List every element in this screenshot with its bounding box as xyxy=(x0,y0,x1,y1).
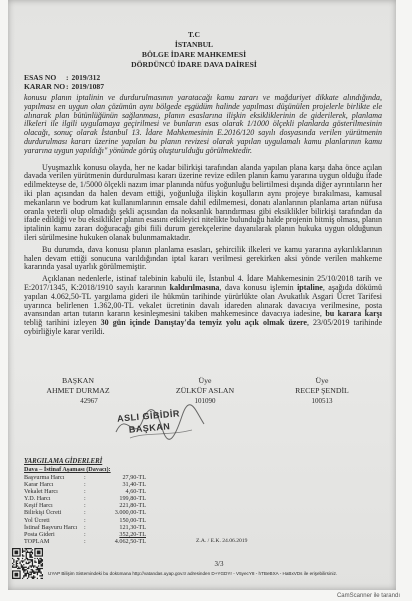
cost-label: Vekalet Harcı xyxy=(24,487,58,495)
cost-separator: : xyxy=(84,523,86,531)
page-number: 3/3 xyxy=(214,560,224,568)
scanned-document-page xyxy=(8,0,396,590)
cost-separator: : xyxy=(84,473,86,481)
ruling-bold-text: 30 gün içinde Danıştay'da temyiz yolu açık olmak üzere xyxy=(100,318,307,328)
cost-row xyxy=(24,495,364,502)
cost-value: 150,00-TL xyxy=(119,516,146,524)
cost-row xyxy=(24,509,364,516)
paragraph-expert-opinion: konusu planın iptalinin ve durdurulmasının yaratacağı kamu zararı ve mağduriyet dikkate alındığında, yapılması en uygun olan çözümün aynı bölgede eşgüdüm halinde yapılması düşünülen projelerle birlikte ele alınarak plan bütünlüğünün sağlanması, planın esaslarına ilişkin eksikliklerinin de giderilerek, planlama ilkeleri ile ilgili uygulamaya geçirilmesi ve bunların esas olarak 1/1000 ölçekli planlarda gösterilmesinin olacağı, sonuç olarak İstanbul 13. İdare Mahkemesinin E.2016/120 sayılı dosyasında verilen yürütmenin durdurulması kararı üzerine yapılan bu planın revizesi olarak yapılan uygulamalı kamu planlarının kamu yararına uygun yapıldığı" yönünde görüş oluşturulduğu görülmektedir. xyxy=(24,94,382,155)
signature-name: RECEP ŞENDİL xyxy=(295,386,349,395)
paragraph-ruling xyxy=(24,275,382,337)
qr-code xyxy=(12,548,43,579)
uyap-footer-note: UYAP Bilişim Sistemindeki bu dokümana http://vatandas.uyap.gov.tr adresinden D+YGDYr - V5yecY8 - hTBeBXA - HaBxVDs ile erişebilirsiniz. xyxy=(48,571,338,576)
cost-separator: : xyxy=(84,538,86,546)
ruling-bold-text: bu karara karşı xyxy=(325,309,382,319)
cost-value: 3.000,00-TL xyxy=(114,509,146,517)
cost-value: 221,80-TL xyxy=(119,502,146,510)
ruling-text: , dava konusu işlemin xyxy=(219,282,298,292)
cost-label: Yol Ücreti xyxy=(24,516,50,524)
esas-no-value: 2019/312 xyxy=(71,73,101,82)
karar-no-separator: : xyxy=(66,82,69,91)
cost-label: Posta Gideri xyxy=(24,531,55,538)
signature-number: 101090 xyxy=(194,397,216,405)
cost-value: 352,20-TL xyxy=(119,531,146,538)
decision-body xyxy=(24,94,382,374)
cost-value: 4,60-TL xyxy=(125,487,146,495)
karar-no-value: 2019/1087 xyxy=(71,82,105,91)
header-chamber: DÖRDÜNCÜ İDARE DAVA DAİRESİ xyxy=(131,60,257,69)
cost-row xyxy=(24,481,364,488)
cost-label: Keşif Harcı xyxy=(24,502,53,510)
cost-total-value: 4.062,50-TL xyxy=(114,538,146,546)
esas-no-separator: : xyxy=(66,73,69,82)
cost-row xyxy=(24,474,364,481)
header-court: BÖLGE İDARE MAHKEMESİ xyxy=(141,50,247,59)
scanner-watermark: CamScanner ile tarandı xyxy=(336,593,400,599)
ruling-text: , aşağıda dökümü yapılan 4.062,50-TL yargılama gideri ile hükmün tarihinde yürürlükte olan Avukatlık Asgari Ücret Tarifesi uyarınca belirlenen 1.362,00-TL vekalet ücretinin davalı idareden alınarak davacıya verilmesine, posta avansından artan tutarın kararın kesinleşmesini takiben mahkemesince davacıya iadesine, xyxy=(24,282,382,319)
cost-separator: : xyxy=(84,509,86,517)
cost-separator: : xyxy=(84,531,86,538)
cost-row xyxy=(24,531,364,538)
ruling-bold-text: iptaline xyxy=(297,282,323,292)
stamp-line-1: ASLI GİBİDİR xyxy=(116,408,181,424)
ruling-bold-text: kaldırılmasına xyxy=(169,282,220,292)
cost-separator: : xyxy=(84,516,86,524)
cost-value: 31,40-TL xyxy=(122,480,146,488)
cost-label: Karar Harcı xyxy=(24,480,54,488)
cost-label: İstinaf Başvuru Harcı xyxy=(24,523,78,531)
cost-row xyxy=(24,517,364,524)
cost-total-row xyxy=(24,538,364,545)
cost-label: Y.D. Harcı xyxy=(24,495,51,503)
ruling-text: tebliğ tarihini izleyen xyxy=(24,318,101,328)
karar-no-label: KARAR NO xyxy=(24,82,66,91)
costs-subtitle: Dava – İstinaf Aşaması (Davacı): xyxy=(24,466,111,473)
stamp-line-2: BAŞKAN xyxy=(128,421,171,435)
signature-member-2 xyxy=(267,376,377,406)
cost-value: 27,90-TL xyxy=(122,473,146,481)
esas-no-label: ESAS NO xyxy=(24,73,57,82)
signature-name: AHMET DURMAZ xyxy=(46,386,110,395)
karar-no-line xyxy=(24,82,104,91)
cost-label: Başvurma Harcı xyxy=(24,473,65,481)
litigation-costs xyxy=(24,458,364,545)
ruling-text: Açıklanan nedenlerle, istinaf talebinin kabulü ile, İstanbul 4. İdare Mahkemesinin 25/10/2018 tarih ve E:2017/1345, K:2018/1910 sayılı kararının xyxy=(24,274,382,292)
cost-separator: : xyxy=(84,480,86,488)
header-tc: T.C xyxy=(188,30,200,39)
signature-title: Üye xyxy=(198,376,212,385)
cost-separator: : xyxy=(84,502,86,510)
cost-row xyxy=(24,488,364,495)
clerk-note: Z.A. / E.K. 24.06.2019 xyxy=(196,538,248,545)
ruling-text: , 23/05/2019 tarihinde oybirliğiyle karar verildi. xyxy=(24,318,382,336)
cost-row xyxy=(24,524,364,531)
esas-no-line xyxy=(24,73,104,82)
paragraph-conclusion: Bu durumda, dava konusu planın planlama esasları, şehircilik ilkeleri ve kamu yararına aykırılıklarının halen devam ettiği sonucuna varıldığından iptal kararı verilmesi gerekirken aksi yönde verilen mahkeme kararında yasal uyarlık görülmemiştir. xyxy=(24,244,382,272)
cost-total-label: TOPLAM xyxy=(24,538,50,546)
paragraph-assessment: Uyuşmazlık konusu olayda, her ne kadar bilirkişi tarafından alanda yapılan plana karşı daha önce açılan davada verilen yürütmenin durdurulması kararı üzerine revize edilen planın kamu yararına uygun olduğu ifade edilmekteyse de, 1/5000 ölçekli nazım imar planında nüfus yoğunluğu belirtilmesi dışında diğer ayrıntıların her iki plan açısından da halen devam ettiği, yoğunluğa ilişkin koşulların aynı projeye bırakılması, kamusal mekanların ve bodrum kat kullanımlarının emsale dahil edilmemesi, donatı alanlarının planlama artan nüfusa oranla yeterli olup olmadığı şekli açısından da noksanlık barındırması gibi eksiklikler bilirkişi tarafından da ifade edildiği ve bu eksiklikler planın esasını etkileyici nitelikte bulunduğu halde projenin bitmiş olması, planın iptalinin kamu zararı doğuracağı gibi fiili durum gerekçelerine dayanılarak planın hukuka uygun olduğunun ileri sürülmesine hukuken olanak bulunmamaktadır. xyxy=(24,162,382,242)
case-numbers xyxy=(24,73,104,91)
signature-name: ZÜLKÜF ASLAN xyxy=(175,386,235,395)
costs-title: YARGILAMA GİDERLERİ xyxy=(24,458,103,465)
signature-title: BAŞKAN xyxy=(61,376,95,385)
court-header xyxy=(8,30,380,70)
signature-number: 42967 xyxy=(80,397,98,405)
cost-row xyxy=(24,502,364,509)
signature-number: 100513 xyxy=(311,397,333,405)
header-city: İSTANBUL xyxy=(174,40,214,49)
signature-title: Üye xyxy=(315,376,329,385)
cost-separator: : xyxy=(84,487,86,495)
cost-separator: : xyxy=(84,495,86,503)
cost-value: 121,30-TL xyxy=(119,523,146,531)
cost-value: 199,80-TL xyxy=(119,495,146,503)
cost-label: Bilirkişi Ücreti xyxy=(24,509,62,517)
